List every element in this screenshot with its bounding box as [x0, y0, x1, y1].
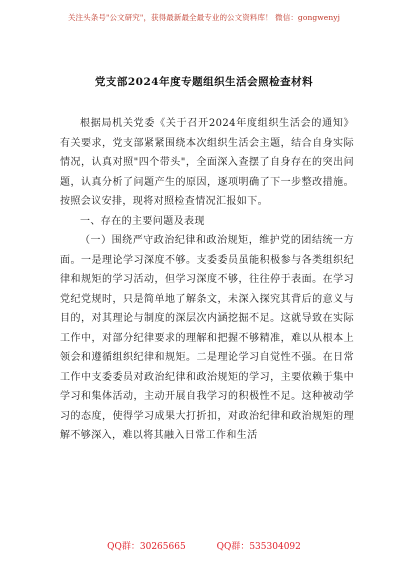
- document-title: 党支部2024年度专题组织生活会照检查材料: [94, 76, 314, 88]
- document-body: [60, 114, 354, 446]
- header-note: 关注头条号"公文研究"，获得最新最全最专业的公文资料库！ 微信：gongwenyj: [67, 13, 341, 22]
- issue-paragraph: （一）围绕严守政治纪律和政治规矩，维护党的团结统一方面。一是理论学习深度不够。支委委员虽能积极参与各类组织纪律和规矩的学习活动，但学习深度不够，往往停于表面。在学习党纪党规时，只是简单地了解条文，未深入探究其背后的意义与目的，对其理论与制度的深层次内涵挖掘不足。这就导致在实际工作中，对部分纪律要求的理解和把握不够精准，难以从根本上领会和遵循组织纪律和规矩。二是理论学习自觉性不强。在日常工作中支委委员对政治纪律和政治规矩的学习，主要依赖于集中学习和集体活动，主动开展自我学习的积极性不足。这种被动学习的态度，使得学习成果大打折扣，对政治纪律和政治规矩的理解不够深入，难以将其融入日常工作和生活: [60, 235, 354, 441]
- intro-paragraph: 根据局机关党委《关于召开2024年度组织生活会的通知》有关要求，党支部紧紧围绕本次组织生活会主题，结合自身实际情况，认真对照"四个带头"，全面深入查摆了自身存在的突出问题，认真分析了问题产生的原因，逐项明确了下一步整改措施。按照会议安排，现将对照检查情况汇报如下。: [60, 118, 354, 207]
- footer-contact: [0, 539, 408, 552]
- section-heading: 一、存在的主要问题及表现: [80, 215, 205, 227]
- qq-group-2: QQ群：535304092: [216, 542, 301, 552]
- qq-group-1: QQ群：30265665: [107, 542, 186, 552]
